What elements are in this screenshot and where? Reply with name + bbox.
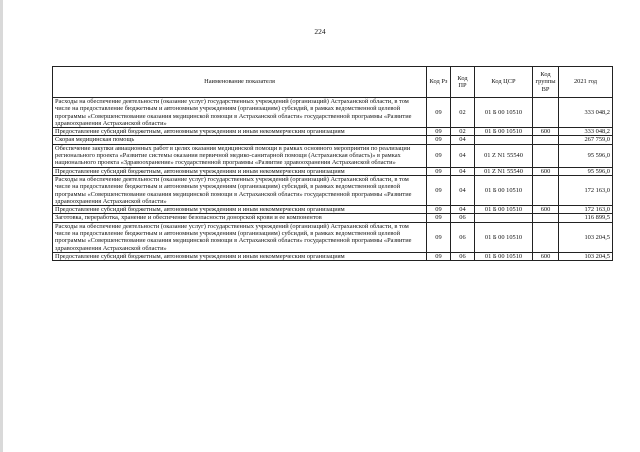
header-rz: Код Рз [427,67,451,98]
row-pr: 06 [451,252,475,260]
row-rz: 09 [427,144,451,167]
header-vr: Код группы ВР [533,67,559,98]
table-row [53,167,613,175]
row-pr: 04 [451,167,475,175]
row-amount: 267 759,0 [559,136,613,144]
row-vr: 600 [533,128,559,136]
row-vr: 600 [533,167,559,175]
row-vr [533,136,559,144]
row-amount: 95 596,0 [559,167,613,175]
row-rz: 09 [427,214,451,222]
scan-edge [0,0,3,452]
row-name: Предоставление субсидий бюджетным, автономным учреждениям и иным некоммерческим организациям [53,206,427,214]
row-rz: 09 [427,175,451,205]
row-rz: 09 [427,136,451,144]
row-pr: 06 [451,214,475,222]
row-name: Скорая медицинская помощь [53,136,427,144]
row-csr: 01 Б 00 10510 [475,222,533,252]
row-pr: 04 [451,206,475,214]
row-rz: 09 [427,167,451,175]
table-row [53,128,613,136]
budget-table [52,66,613,261]
row-vr [533,98,559,128]
row-csr: 01 Б 00 10510 [475,98,533,128]
table-row [53,214,613,222]
row-rz: 09 [427,128,451,136]
row-pr: 02 [451,98,475,128]
row-amount: 116 899,5 [559,214,613,222]
row-vr: 600 [533,252,559,260]
row-vr [533,214,559,222]
table-row [53,98,613,128]
row-amount: 172 163,0 [559,206,613,214]
row-csr: 01 Б 00 10510 [475,252,533,260]
page-number: 224 [314,27,326,36]
row-rz: 09 [427,98,451,128]
table-row [53,206,613,214]
row-vr: 600 [533,206,559,214]
row-amount: 172 163,0 [559,175,613,205]
row-rz: 09 [427,222,451,252]
table-header-row [53,67,613,98]
table-row [53,136,613,144]
row-name: Предоставление субсидий бюджетным, автономным учреждениям и иным некоммерческим организациям [53,252,427,260]
row-csr: 01 Z N1 55540 [475,167,533,175]
row-rz: 09 [427,252,451,260]
row-csr: 01 Z N1 55540 [475,144,533,167]
row-pr: 02 [451,128,475,136]
row-name: Расходы на обеспечение деятельности (оказание услуг) государственных учреждений (организаций) Астраханской области, в том числе на предоставление бюджетным и автономным учреждениям (организациям) субсидий, в рамках ведомственной целевой программы «Совершенствование оказания медицинской помощи в Астраханской области» государственной программы «Развитие здравоохранения Астраханской области» [53,98,427,128]
row-amount: 95 596,0 [559,144,613,167]
row-vr [533,144,559,167]
table-row [53,144,613,167]
header-name: Наименование показателя [53,67,427,98]
table-row [53,175,613,205]
row-vr [533,175,559,205]
row-rz: 09 [427,206,451,214]
row-pr: 04 [451,144,475,167]
header-year: 2021 год [559,67,613,98]
row-name: Предоставление субсидий бюджетным, автономным учреждениям и иным некоммерческим организациям [53,128,427,136]
row-csr: 01 Б 00 10510 [475,206,533,214]
row-pr: 04 [451,175,475,205]
row-name: Расходы на обеспечение деятельности (оказание услуг) государственных учреждений (организаций) Астраханской области, в том числе на предоставление бюджетным и автономным учреждениям (организациям) субсидий, в рамках ведомственной целевой программы «Совершенствование оказания медицинской помощи в Астраханской области» государственной программы «Развитие здравоохранения Астраханской области» [53,222,427,252]
row-csr: 01 Б 00 10510 [475,128,533,136]
row-amount: 103 204,5 [559,222,613,252]
row-name: Предоставление субсидий бюджетным, автономным учреждениям и иным некоммерческим организациям [53,167,427,175]
header-pr: Код ПР [451,67,475,98]
table-row [53,252,613,260]
row-pr: 06 [451,222,475,252]
header-csr: Код ЦСР [475,67,533,98]
row-name: Обеспечение закупки авиационных работ в целях оказания медицинской помощи в рамках основного мероприятия по реализации регионального проекта «Развитие системы оказания первичной медико-санитарной помощи (Астраханская область)» в рамках национального проекта «Здравоохранение» государственной программы «Развитие здравоохранения Астраханской области» [53,144,427,167]
row-csr [475,136,533,144]
table-row [53,222,613,252]
row-pr: 04 [451,136,475,144]
row-amount: 333 048,2 [559,98,613,128]
row-amount: 333 048,2 [559,128,613,136]
row-name: Расходы на обеспечение деятельности (оказание услуг) государственных учреждений (организаций) Астраханской области, в том числе на предоставление бюджетным и автономным учреждениям (организациям) субсидий, в рамках ведомственной целевой программы «Совершенствование оказания медицинской помощи в Астраханской области» государственной программы «Развитие здравоохранения Астраханской области» [53,175,427,205]
row-vr [533,222,559,252]
row-amount: 103 204,5 [559,252,613,260]
row-name: Заготовка, переработка, хранение и обеспечение безопасности донорской крови и ее компонентов [53,214,427,222]
row-csr: 01 Б 00 10510 [475,175,533,205]
row-csr [475,214,533,222]
